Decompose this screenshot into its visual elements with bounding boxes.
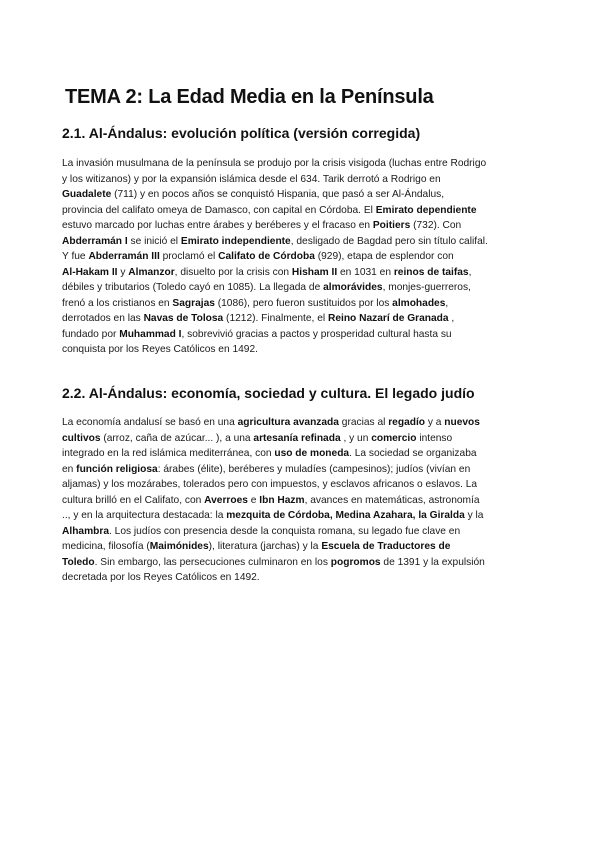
section-heading-society: 2.2. Al-Ándalus: economía, sociedad y cultura. El legado judío bbox=[62, 385, 475, 401]
bold-term: Reino Nazarí de Granada bbox=[327, 313, 449, 324]
bold-term: Abderramán III bbox=[88, 251, 160, 262]
text-run: , bbox=[448, 313, 455, 324]
bold-term: Guadalete bbox=[62, 189, 112, 200]
text-run: conquista por los Reyes Católicos en 1492. bbox=[62, 344, 258, 355]
bold-term: agricultura avanzada bbox=[237, 417, 339, 428]
text-run: , y un bbox=[340, 432, 372, 444]
text-run: provincia del califato omeya de Damasco, con capital en Córdoba. El bbox=[62, 204, 376, 216]
bold-term: uso de moneda bbox=[274, 448, 350, 459]
paragraph-line bbox=[62, 508, 532, 524]
paragraph-line bbox=[62, 203, 532, 219]
paragraph-line bbox=[62, 555, 532, 571]
text-run: . La sociedad se organizaba bbox=[349, 448, 477, 459]
bold-term: Califato de Córdoba bbox=[218, 251, 315, 262]
bold-term: Escuela de Traductores de bbox=[321, 541, 451, 552]
text-run: gracias al bbox=[338, 417, 389, 428]
text-run: y bbox=[117, 266, 129, 278]
text-run: La invasión musulmana de la península se produjo por la crisis visigoda (luchas entre Rodrigo bbox=[62, 158, 487, 169]
text-run: .., y en la arquitectura destacada: la bbox=[62, 510, 227, 521]
bold-term: artesanía refinada bbox=[253, 432, 341, 444]
text-run: y a bbox=[425, 417, 445, 428]
paragraph-line bbox=[62, 311, 532, 327]
text-run: . Sin embargo, las persecuciones culminaron en los bbox=[94, 556, 331, 568]
paragraph-line bbox=[62, 415, 532, 431]
text-run: de 1391 y la expulsión bbox=[380, 556, 485, 568]
paragraph-line bbox=[62, 156, 532, 172]
text-run: débiles y tributarios (Toledo cayó en 1085). La llegada de bbox=[62, 282, 324, 293]
text-run: derrotados en las bbox=[62, 313, 144, 324]
paragraph-line bbox=[62, 187, 532, 203]
bold-term: Emirato dependiente bbox=[375, 204, 477, 216]
paragraph-line bbox=[62, 280, 532, 296]
text-run: , sobrevivió gracias a pactos y prosperidad cultural hasta su bbox=[181, 328, 452, 340]
text-run: Y fue bbox=[62, 251, 89, 262]
text-run: intenso bbox=[416, 432, 453, 444]
text-run: (929), etapa de esplendor con bbox=[314, 251, 454, 262]
bold-term: Almanzor bbox=[128, 266, 175, 278]
text-run: en bbox=[62, 463, 77, 475]
text-run: frenó a los cristianos en bbox=[62, 297, 173, 309]
text-run: y los witizanos) y por la expansión islámica desde el 634. Tarik derrotó a Rodrigo en bbox=[62, 173, 441, 185]
bold-term: Maimónides bbox=[149, 541, 209, 552]
bold-term: nuevos bbox=[444, 417, 480, 428]
paragraph-line bbox=[62, 296, 532, 312]
text-run: (732). Con bbox=[410, 220, 462, 231]
text-run: , avances en matemáticas, astronomía bbox=[304, 494, 480, 506]
text-run: integrado en la red islámica mediterránea, con bbox=[62, 448, 275, 459]
bold-term: Sagrajas bbox=[172, 297, 215, 309]
bold-term: Abderramán I bbox=[62, 235, 128, 247]
paragraph-line bbox=[62, 524, 532, 540]
section-paragraph-political bbox=[62, 156, 532, 358]
text-run: y la bbox=[464, 510, 484, 521]
text-run: estuvo marcado por luchas entre árabes y beréberes y el fracaso en bbox=[62, 220, 373, 231]
bold-term: Alhambra bbox=[62, 525, 109, 537]
bold-term: regadío bbox=[388, 417, 426, 428]
bold-term: Navas de Tolosa bbox=[143, 313, 224, 324]
bold-term: Toledo bbox=[62, 556, 95, 568]
bold-term: Hisham II bbox=[291, 266, 338, 278]
text-run: proclamó el bbox=[159, 251, 219, 262]
section-heading-political: 2.1. Al-Ándalus: evolución política (versión corregida) bbox=[62, 125, 421, 141]
bold-term: Poitiers bbox=[372, 220, 411, 231]
text-run: medicina, filosofía ( bbox=[62, 541, 150, 552]
text-run: se inició el bbox=[127, 235, 181, 247]
paragraph-line bbox=[62, 462, 532, 478]
text-run: (arroz, caña de azúcar... ), a una bbox=[100, 432, 254, 444]
paragraph-line bbox=[62, 172, 532, 188]
paragraph-line bbox=[62, 265, 532, 281]
bold-term: Ibn Hazm bbox=[259, 494, 305, 506]
text-run: , desligado de Bagdad pero sin título califal. bbox=[290, 235, 488, 247]
bold-term: reinos de taifas bbox=[393, 266, 469, 278]
page-title: TEMA 2: La Edad Media en la Península bbox=[65, 86, 434, 108]
text-run: cultura brilló en el Califato, con bbox=[62, 494, 205, 506]
bold-term: almohades bbox=[392, 297, 446, 309]
text-run: decretada por los Reyes Católicos en 1492. bbox=[62, 572, 260, 583]
text-run: e bbox=[247, 494, 260, 506]
bold-term: almorávides bbox=[323, 282, 383, 293]
bold-term: cultivos bbox=[62, 432, 101, 444]
section-paragraph-society bbox=[62, 415, 532, 586]
paragraph-line bbox=[62, 493, 532, 509]
bold-term: pogromos bbox=[330, 556, 381, 568]
bold-term: comercio bbox=[371, 432, 417, 444]
text-run: La economía andalusí se basó en una bbox=[62, 417, 238, 428]
text-run: (1086), pero fueron sustituidos por los bbox=[214, 297, 393, 309]
bold-term: mezquita de Córdoba, Medina Azahara, la Giralda bbox=[226, 510, 465, 521]
bold-term: Muhammad I bbox=[119, 328, 182, 340]
text-run: , bbox=[468, 266, 472, 278]
text-run: ), literatura (jarchas) y la bbox=[208, 541, 322, 552]
paragraph-line bbox=[62, 570, 532, 586]
paragraph-line bbox=[62, 249, 532, 265]
bold-term: Al-Hakam II bbox=[62, 266, 118, 278]
text-run: , disuelto por la crisis con bbox=[174, 266, 292, 278]
paragraph-line bbox=[62, 446, 532, 462]
bold-term: Emirato independiente bbox=[180, 235, 291, 247]
text-run: fundado por bbox=[62, 328, 120, 340]
paragraph-line bbox=[62, 218, 532, 234]
bold-term: Averroes bbox=[204, 494, 248, 506]
paragraph-line bbox=[62, 539, 532, 555]
text-run: (1212). Finalmente, el bbox=[223, 313, 328, 324]
text-run: en 1031 en bbox=[337, 266, 394, 278]
paragraph-line bbox=[62, 431, 532, 447]
paragraph-line bbox=[62, 477, 532, 493]
paragraph-line bbox=[62, 342, 532, 358]
paragraph-line bbox=[62, 327, 532, 343]
text-run: . Los judíos con presencia desde la conquista romana, su legado fue clave en bbox=[109, 525, 461, 537]
text-run: (711) y en pocos años se conquistó Hispania, que pasó a ser Al-Ándalus, bbox=[111, 189, 445, 200]
text-run: , bbox=[445, 297, 449, 309]
text-run: : árabes (élite), beréberes y muladíes (campesinos); judíos (vivían en bbox=[157, 463, 471, 475]
text-run: aljamas) y los mozárabes, tolerados pero con impuestos, y esclavos africanos o eslavos. La bbox=[62, 479, 478, 490]
text-run: , monjes-guerreros, bbox=[382, 282, 471, 293]
paragraph-line bbox=[62, 234, 532, 250]
bold-term: función religiosa bbox=[76, 463, 158, 475]
